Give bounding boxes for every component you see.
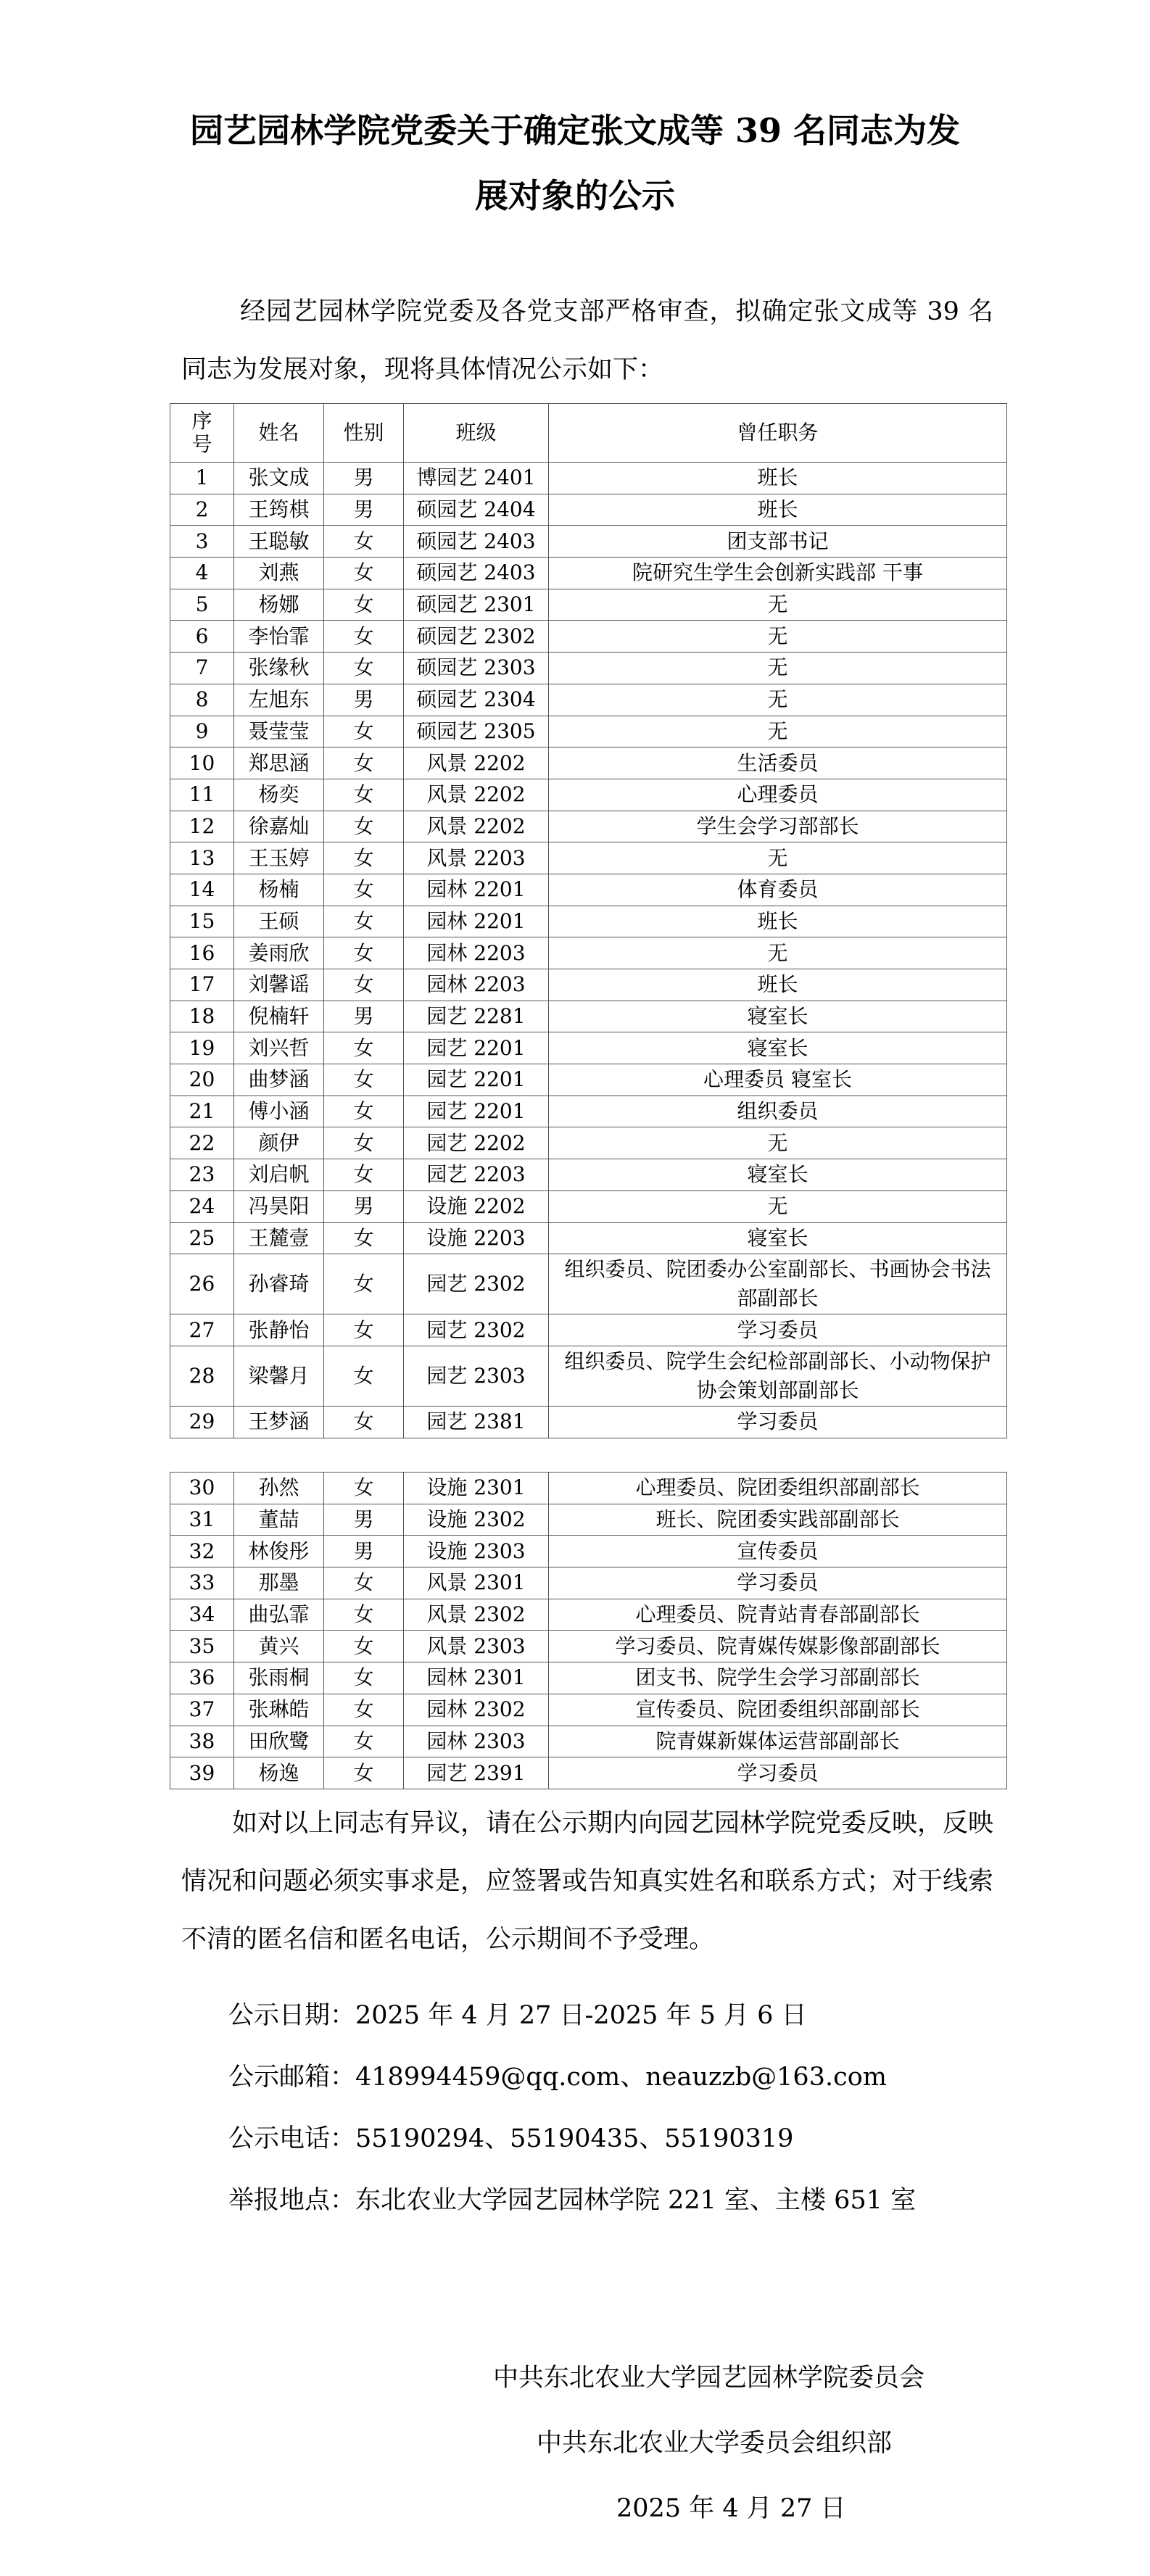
- cell-gender: 女: [324, 747, 404, 779]
- cell-name: 梁馨月: [234, 1346, 324, 1406]
- notice-date: 公示日期：2025 年 4 月 27 日-2025 年 5 月 6 日: [228, 2001, 807, 2030]
- cell-positions: 组织委员、院团委办公室副部长、书画协会书法部副部长: [549, 1254, 1007, 1314]
- cell-gender: 女: [324, 1096, 404, 1127]
- intro-text: 经园艺园林学院党委及各党支部严格审查，拟确定张文成等 39 名同志为发展对象，现将具体情况公示如下：: [181, 297, 993, 384]
- cell-gender: 男: [324, 1536, 404, 1567]
- signature-organization-dept: 中共东北农业大学委员会组织部: [537, 2429, 893, 2458]
- cell-gender: 女: [324, 716, 404, 747]
- table-row: [170, 1536, 1007, 1567]
- cell-positions: 学习委员: [549, 1567, 1007, 1599]
- cell-positions: 院研究生学生会创新实践部 干事: [549, 558, 1007, 589]
- cell-name: 李怡霏: [234, 621, 324, 653]
- cell-class: 风景 2203: [404, 842, 549, 874]
- cell-index: 34: [170, 1599, 234, 1631]
- cell-positions: 无: [549, 589, 1007, 621]
- cell-class: 园林 2201: [404, 906, 549, 937]
- cell-gender: 女: [324, 558, 404, 589]
- cell-index: 39: [170, 1757, 234, 1789]
- cell-index: 15: [170, 906, 234, 937]
- cell-name: 张琳皓: [234, 1694, 324, 1726]
- header-index: 序号: [170, 404, 234, 463]
- cell-name: 黄兴: [234, 1631, 324, 1662]
- cell-gender: 女: [324, 937, 404, 969]
- cell-name: 王玉婷: [234, 842, 324, 874]
- cell-positions: 学习委员、院青媒传媒影像部副部长: [549, 1631, 1007, 1662]
- cell-name: 聂莹莹: [234, 716, 324, 747]
- cell-index: 12: [170, 811, 234, 842]
- document-title-line-2: 展对象的公示: [475, 176, 675, 215]
- cell-name: 董喆: [234, 1504, 324, 1536]
- table-row: [170, 779, 1007, 811]
- cell-index: 3: [170, 526, 234, 558]
- cell-index: 31: [170, 1504, 234, 1536]
- cell-name: 刘兴哲: [234, 1032, 324, 1064]
- cell-name: 王筠棋: [234, 494, 324, 526]
- candidates-table-part-1: [170, 403, 1007, 1438]
- cell-name: 杨娜: [234, 589, 324, 621]
- cell-index: 2: [170, 494, 234, 526]
- cell-gender: 女: [324, 1254, 404, 1314]
- cell-index: 8: [170, 684, 234, 716]
- cell-positions: 无: [549, 1190, 1007, 1222]
- cell-index: 25: [170, 1222, 234, 1254]
- cell-index: 33: [170, 1567, 234, 1599]
- table-row: [170, 494, 1007, 526]
- cell-name: 林俊彤: [234, 1536, 324, 1567]
- table-row: [170, 1159, 1007, 1191]
- table-row: [170, 653, 1007, 684]
- cell-positions: 班长: [549, 969, 1007, 1001]
- cell-class: 园林 2301: [404, 1662, 549, 1694]
- table-row: [170, 1222, 1007, 1254]
- objection-paragraph: [181, 1794, 993, 1968]
- cell-class: 风景 2303: [404, 1631, 549, 1662]
- cell-gender: 男: [324, 1504, 404, 1536]
- cell-positions: 心理委员 寝室长: [549, 1064, 1007, 1096]
- cell-gender: 女: [324, 874, 404, 906]
- cell-name: 王麓壹: [234, 1222, 324, 1254]
- table-row: [170, 1254, 1007, 1314]
- intro-paragraph: [181, 283, 993, 399]
- signature-college-committee: 中共东北农业大学园艺园林学院委员会: [493, 2364, 925, 2393]
- cell-class: 硕园艺 2305: [404, 716, 549, 747]
- candidates-table-part-2: [170, 1472, 1007, 1789]
- table-row: [170, 1473, 1007, 1504]
- cell-name: 孙然: [234, 1473, 324, 1504]
- cell-class: 风景 2301: [404, 1567, 549, 1599]
- cell-class: 园艺 2391: [404, 1757, 549, 1789]
- table-row: [170, 589, 1007, 621]
- cell-index: 11: [170, 779, 234, 811]
- cell-name: 刘燕: [234, 558, 324, 589]
- cell-class: 园艺 2201: [404, 1064, 549, 1096]
- cell-name: 刘启帆: [234, 1159, 324, 1191]
- cell-name: 左旭东: [234, 684, 324, 716]
- cell-index: 29: [170, 1406, 234, 1438]
- cell-name: 杨奕: [234, 779, 324, 811]
- cell-name: 张雨桐: [234, 1662, 324, 1694]
- cell-name: 姜雨欣: [234, 937, 324, 969]
- cell-gender: 女: [324, 1406, 404, 1438]
- table-row: [170, 906, 1007, 937]
- cell-class: 园艺 2201: [404, 1032, 549, 1064]
- cell-gender: 女: [324, 1032, 404, 1064]
- cell-index: 28: [170, 1346, 234, 1406]
- table-row: [170, 526, 1007, 558]
- table-row: [170, 1032, 1007, 1064]
- cell-name: 冯昊阳: [234, 1190, 324, 1222]
- cell-index: 35: [170, 1631, 234, 1662]
- cell-positions: 团支书、院学生会学习部副部长: [549, 1662, 1007, 1694]
- cell-class: 设施 2203: [404, 1222, 549, 1254]
- cell-positions: 宣传委员: [549, 1536, 1007, 1567]
- cell-positions: 寝室长: [549, 1032, 1007, 1064]
- cell-positions: 班长: [549, 463, 1007, 494]
- table-row: [170, 842, 1007, 874]
- table-row: [170, 1346, 1007, 1406]
- cell-gender: 男: [324, 1190, 404, 1222]
- cell-gender: 女: [324, 1599, 404, 1631]
- cell-class: 博园艺 2401: [404, 463, 549, 494]
- table-row: [170, 937, 1007, 969]
- cell-positions: 班长: [549, 906, 1007, 937]
- cell-name: 郑思涵: [234, 747, 324, 779]
- cell-class: 园艺 2381: [404, 1406, 549, 1438]
- cell-class: 设施 2301: [404, 1473, 549, 1504]
- cell-index: 1: [170, 463, 234, 494]
- cell-gender: 女: [324, 1567, 404, 1599]
- cell-positions: 寝室长: [549, 1001, 1007, 1032]
- cell-name: 曲梦涵: [234, 1064, 324, 1096]
- cell-name: 傅小涵: [234, 1096, 324, 1127]
- cell-positions: 学习委员: [549, 1406, 1007, 1438]
- cell-gender: 女: [324, 526, 404, 558]
- cell-index: 4: [170, 558, 234, 589]
- cell-index: 20: [170, 1064, 234, 1096]
- table-row: [170, 1599, 1007, 1631]
- cell-positions: 学生会学习部部长: [549, 811, 1007, 842]
- table-row: [170, 1567, 1007, 1599]
- cell-gender: 女: [324, 1631, 404, 1662]
- cell-class: 园林 2303: [404, 1726, 549, 1757]
- cell-positions: 学习委员: [549, 1314, 1007, 1346]
- cell-class: 设施 2202: [404, 1190, 549, 1222]
- cell-positions: 班长: [549, 494, 1007, 526]
- cell-class: 风景 2202: [404, 747, 549, 779]
- cell-positions: 学习委员: [549, 1757, 1007, 1789]
- cell-name: 张缘秋: [234, 653, 324, 684]
- cell-gender: 男: [324, 494, 404, 526]
- cell-positions: 院青媒新媒体运营部副部长: [549, 1726, 1007, 1757]
- cell-name: 张文成: [234, 463, 324, 494]
- cell-positions: 无: [549, 684, 1007, 716]
- table-row: [170, 558, 1007, 589]
- notice-email: 公示邮箱：418994459@qq.com、neauzzb@163.com: [228, 2063, 887, 2092]
- cell-gender: 男: [324, 463, 404, 494]
- table-row: [170, 1064, 1007, 1096]
- cell-index: 10: [170, 747, 234, 779]
- table-header-row: [170, 404, 1007, 463]
- cell-gender: 女: [324, 779, 404, 811]
- cell-name: 孙睿琦: [234, 1254, 324, 1314]
- cell-positions: 无: [549, 621, 1007, 653]
- cell-positions: 无: [549, 653, 1007, 684]
- document-title-line-1: 园艺园林学院党委关于确定张文成等 39 名同志为发: [189, 111, 961, 150]
- cell-name: 倪楠轩: [234, 1001, 324, 1032]
- cell-index: 9: [170, 716, 234, 747]
- table-row: [170, 1504, 1007, 1536]
- cell-index: 37: [170, 1694, 234, 1726]
- table-row: [170, 1190, 1007, 1222]
- table-row: [170, 1694, 1007, 1726]
- cell-positions: 组织委员: [549, 1096, 1007, 1127]
- cell-class: 园艺 2281: [404, 1001, 549, 1032]
- table-row: [170, 747, 1007, 779]
- cell-gender: 女: [324, 1694, 404, 1726]
- cell-index: 6: [170, 621, 234, 653]
- table-row: [170, 1096, 1007, 1127]
- cell-positions: 无: [549, 937, 1007, 969]
- cell-gender: 女: [324, 969, 404, 1001]
- cell-gender: 女: [324, 1757, 404, 1789]
- cell-class: 风景 2302: [404, 1599, 549, 1631]
- table-row: [170, 1406, 1007, 1438]
- report-address: 举报地点：东北农业大学园艺园林学院 221 室、主楼 651 室: [228, 2186, 917, 2215]
- cell-positions: 无: [549, 1127, 1007, 1159]
- cell-gender: 女: [324, 1726, 404, 1757]
- cell-gender: 女: [324, 1222, 404, 1254]
- header-class: 班级: [404, 404, 549, 463]
- table-row: [170, 621, 1007, 653]
- cell-name: 徐嘉灿: [234, 811, 324, 842]
- cell-name: 王硕: [234, 906, 324, 937]
- header-name: 姓名: [234, 404, 324, 463]
- cell-index: 5: [170, 589, 234, 621]
- cell-positions: 宣传委员、院团委组织部副部长: [549, 1694, 1007, 1726]
- cell-class: 园林 2201: [404, 874, 549, 906]
- cell-class: 园艺 2303: [404, 1346, 549, 1406]
- cell-gender: 女: [324, 1314, 404, 1346]
- cell-class: 园艺 2201: [404, 1096, 549, 1127]
- cell-index: 23: [170, 1159, 234, 1191]
- cell-class: 硕园艺 2304: [404, 684, 549, 716]
- cell-gender: 女: [324, 1662, 404, 1694]
- cell-positions: 寝室长: [549, 1222, 1007, 1254]
- cell-positions: 心理委员、院团委组织部副部长: [549, 1473, 1007, 1504]
- table-row: [170, 1757, 1007, 1789]
- table-row: [170, 716, 1007, 747]
- table-row: [170, 969, 1007, 1001]
- cell-index: 36: [170, 1662, 234, 1694]
- cell-gender: 女: [324, 1064, 404, 1096]
- objection-text: 如对以上同志有异议，请在公示期内向园艺园林学院党委反映，反映情况和问题必须实事求是，应签署或告知真实姓名和联系方式；对于线索不清的匿名信和匿名电话，公示期间不予受理。: [181, 1809, 994, 1954]
- cell-class: 园林 2302: [404, 1694, 549, 1726]
- table-row: [170, 1662, 1007, 1694]
- notice-phone: 公示电话：55190294、55190435、55190319: [228, 2124, 794, 2153]
- cell-gender: 女: [324, 1473, 404, 1504]
- cell-positions: 体育委员: [549, 874, 1007, 906]
- cell-class: 风景 2202: [404, 811, 549, 842]
- cell-class: 园林 2203: [404, 969, 549, 1001]
- cell-gender: 男: [324, 684, 404, 716]
- table-row: [170, 463, 1007, 494]
- cell-index: 27: [170, 1314, 234, 1346]
- cell-index: 7: [170, 653, 234, 684]
- table-row: [170, 1127, 1007, 1159]
- cell-index: 38: [170, 1726, 234, 1757]
- cell-name: 那墨: [234, 1567, 324, 1599]
- cell-gender: 男: [324, 1001, 404, 1032]
- cell-class: 硕园艺 2302: [404, 621, 549, 653]
- cell-class: 硕园艺 2403: [404, 558, 549, 589]
- cell-gender: 女: [324, 589, 404, 621]
- cell-gender: 女: [324, 1346, 404, 1406]
- cell-positions: 团支部书记: [549, 526, 1007, 558]
- cell-positions: 无: [549, 716, 1007, 747]
- cell-index: 17: [170, 969, 234, 1001]
- cell-index: 32: [170, 1536, 234, 1567]
- cell-positions: 组织委员、院学生会纪检部副部长、小动物保护协会策划部副部长: [549, 1346, 1007, 1406]
- cell-index: 19: [170, 1032, 234, 1064]
- table-row: [170, 1001, 1007, 1032]
- cell-class: 硕园艺 2404: [404, 494, 549, 526]
- cell-index: 26: [170, 1254, 234, 1314]
- cell-name: 田欣鹭: [234, 1726, 324, 1757]
- cell-name: 杨楠: [234, 874, 324, 906]
- cell-gender: 女: [324, 621, 404, 653]
- cell-class: 园艺 2202: [404, 1127, 549, 1159]
- cell-index: 30: [170, 1473, 234, 1504]
- cell-class: 设施 2303: [404, 1536, 549, 1567]
- cell-class: 园艺 2203: [404, 1159, 549, 1191]
- cell-class: 硕园艺 2303: [404, 653, 549, 684]
- cell-gender: 女: [324, 1127, 404, 1159]
- table-row: [170, 1726, 1007, 1757]
- cell-name: 王聪敏: [234, 526, 324, 558]
- cell-name: 张静怡: [234, 1314, 324, 1346]
- cell-index: 14: [170, 874, 234, 906]
- header-gender: 性别: [324, 404, 404, 463]
- cell-name: 曲弘霏: [234, 1599, 324, 1631]
- cell-index: 24: [170, 1190, 234, 1222]
- signature-date: 2025 年 4 月 27 日: [616, 2494, 846, 2523]
- table-row: [170, 874, 1007, 906]
- cell-name: 杨逸: [234, 1757, 324, 1789]
- cell-name: 王梦涵: [234, 1406, 324, 1438]
- cell-name: 刘馨谣: [234, 969, 324, 1001]
- cell-index: 13: [170, 842, 234, 874]
- table-row: [170, 811, 1007, 842]
- cell-positions: 无: [549, 842, 1007, 874]
- cell-class: 园艺 2302: [404, 1254, 549, 1314]
- cell-gender: 女: [324, 842, 404, 874]
- table-row: [170, 684, 1007, 716]
- cell-gender: 女: [324, 906, 404, 937]
- cell-name: 颜伊: [234, 1127, 324, 1159]
- cell-gender: 女: [324, 811, 404, 842]
- cell-index: 18: [170, 1001, 234, 1032]
- table-row: [170, 1631, 1007, 1662]
- cell-positions: 心理委员、院青站青春部副部长: [549, 1599, 1007, 1631]
- cell-class: 设施 2302: [404, 1504, 549, 1536]
- cell-index: 16: [170, 937, 234, 969]
- cell-gender: 女: [324, 1159, 404, 1191]
- cell-index: 22: [170, 1127, 234, 1159]
- cell-gender: 女: [324, 653, 404, 684]
- cell-class: 硕园艺 2301: [404, 589, 549, 621]
- cell-positions: 心理委员: [549, 779, 1007, 811]
- cell-positions: 班长、院团委实践部副部长: [549, 1504, 1007, 1536]
- cell-class: 硕园艺 2403: [404, 526, 549, 558]
- cell-class: 园艺 2302: [404, 1314, 549, 1346]
- table-row: [170, 1314, 1007, 1346]
- cell-positions: 寝室长: [549, 1159, 1007, 1191]
- cell-class: 园林 2203: [404, 937, 549, 969]
- cell-positions: 生活委员: [549, 747, 1007, 779]
- header-positions: 曾任职务: [549, 404, 1007, 463]
- cell-index: 21: [170, 1096, 234, 1127]
- cell-class: 风景 2202: [404, 779, 549, 811]
